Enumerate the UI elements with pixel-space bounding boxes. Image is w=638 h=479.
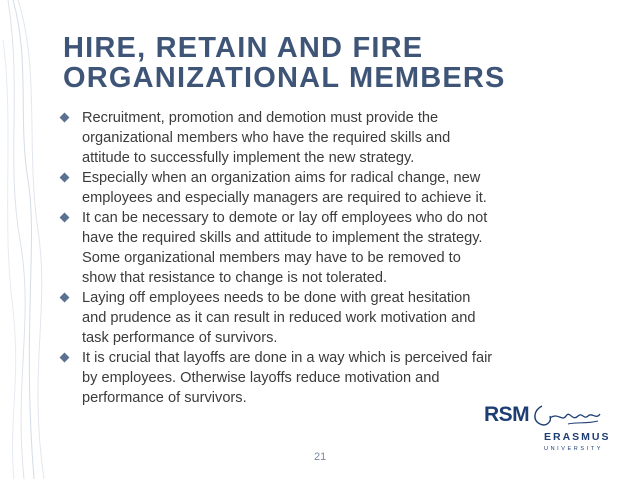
logo-rsm-text: RSM	[484, 403, 530, 426]
bullet-line: task performance of survivors.	[82, 330, 278, 346]
diamond-bullet-icon	[60, 213, 70, 223]
logo-erasmus-text: ERASMUS	[544, 431, 611, 443]
bullet-line: have the required skills and attitude to implement the strategy.	[82, 230, 483, 246]
bullet-item	[60, 168, 625, 208]
slide-title	[63, 33, 623, 93]
diamond-bullet-icon	[60, 113, 70, 123]
bullet-line: attitude to successfully implement the new strategy.	[82, 150, 415, 166]
bullet-line: Especially when an organization aims for radical change, new	[82, 170, 481, 186]
bullet-line: organizational members who have the required skills and	[82, 130, 451, 146]
bullet-line: employees and especially managers are required to achieve it.	[82, 190, 487, 206]
title-line: HIRE, RETAIN AND FIRE	[63, 32, 424, 64]
signature-icon	[528, 402, 608, 432]
diamond-bullet-icon	[60, 293, 70, 303]
logo-university-text: UNIVERSITY	[544, 446, 604, 452]
bullet-line: by employees. Otherwise layoffs reduce motivation and	[82, 370, 440, 386]
bullet-item	[60, 208, 625, 288]
diamond-bullet-icon	[60, 353, 70, 363]
page-number: 21	[314, 451, 327, 463]
title-line: ORGANIZATIONAL MEMBERS	[63, 62, 506, 94]
bullet-line: and prudence as it can result in reduced work motivation and	[82, 310, 476, 326]
bullet-line: show that resistance to change is not tolerated.	[82, 270, 388, 286]
bullet-line: Recruitment, promotion and demotion must provide the	[82, 110, 439, 126]
bullet-line: performance of survivors.	[82, 390, 247, 406]
bullet-item	[60, 288, 625, 348]
bullet-item	[60, 108, 625, 168]
diamond-bullet-icon	[60, 173, 70, 183]
bullet-list	[60, 108, 625, 408]
bullet-line: Some organizational members may have to be removed to	[82, 250, 461, 266]
bullet-item	[60, 348, 625, 408]
rsm-erasmus-logo	[484, 402, 619, 458]
bullet-line: It is crucial that layoffs are done in a way which is perceived fair	[82, 350, 493, 366]
bullet-line: It can be necessary to demote or lay off employees who do not	[82, 210, 488, 226]
bullet-line: Laying off employees needs to be done with great hesitation	[82, 290, 471, 306]
